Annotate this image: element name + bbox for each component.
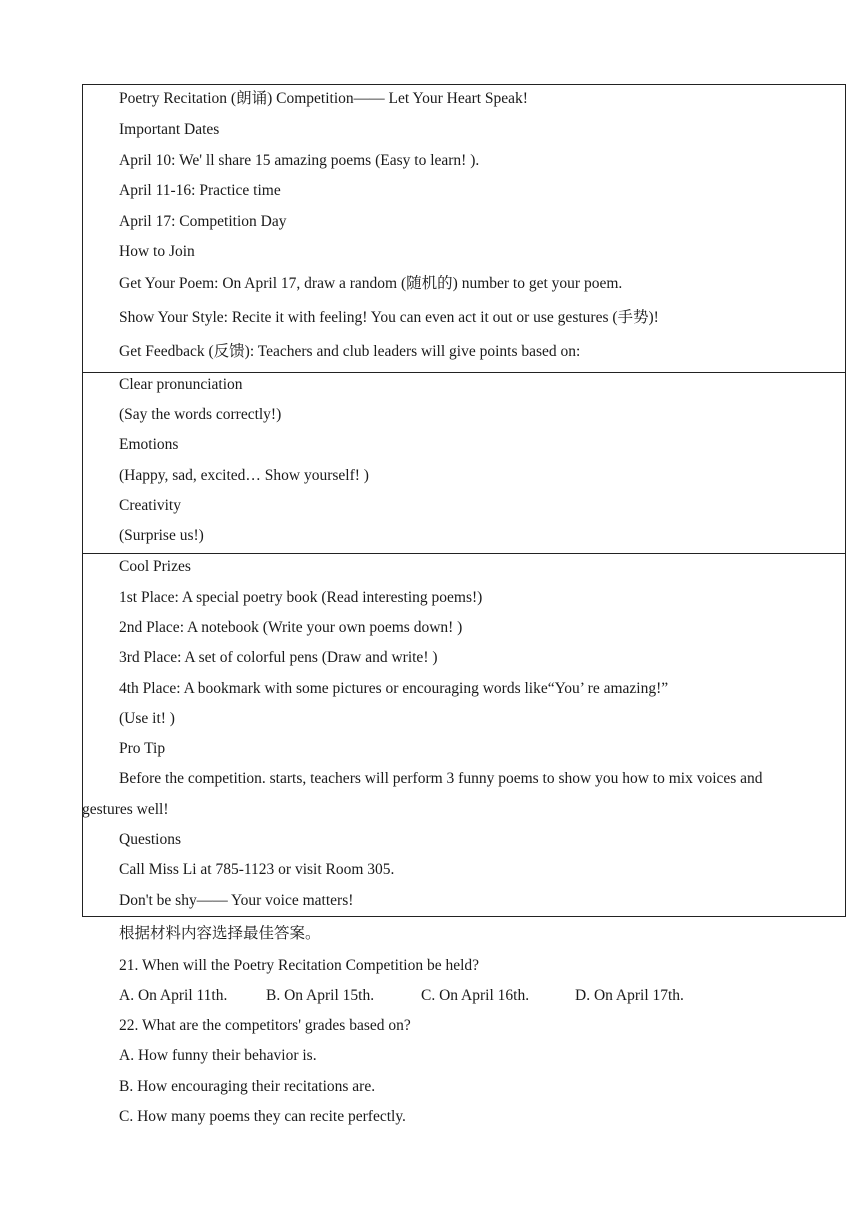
questions-heading: Questions — [119, 831, 181, 848]
notice-title: Poetry Recitation (朗诵) Competition—— Let Your Heart Speak! — [119, 90, 528, 107]
q22-option-b: B. How encouraging their recitations are. — [119, 1078, 376, 1095]
prize-4-note: (Use it! ) — [119, 710, 175, 727]
prize-1: 1st Place: A special poetry book (Read interesting poems!) — [119, 589, 483, 606]
date-item-1: April 10: We' ll share 15 amazing poems (Easy to learn! ). — [119, 152, 480, 169]
prize-4: 4th Place: A bookmark with some pictures or encouraging words like“You’ re amazing!” — [119, 680, 669, 697]
q21-option-b: B. On April 15th. — [266, 987, 375, 1004]
join-heading: How to Join — [119, 243, 195, 260]
tip-line-2: gestures well! — [82, 801, 169, 818]
criterion-3-note: (Surprise us!) — [119, 527, 204, 544]
closing-line: Don't be shy—— Your voice matters! — [119, 892, 354, 909]
join-step-3: Get Feedback (反馈): Teachers and club leaders will give points based on: — [119, 343, 581, 360]
criterion-1: Clear pronunciation — [119, 376, 243, 393]
join-step-1: Get Your Poem: On April 17, draw a random (随机的) number to get your poem. — [119, 275, 623, 292]
join-step-2: Show Your Style: Recite it with feeling! You can even act it out or use gestures (手势)! — [119, 309, 659, 326]
q22-option-a: A. How funny their behavior is. — [119, 1047, 317, 1064]
question-instruction: 根据材料内容选择最佳答案。 — [119, 925, 321, 942]
dates-heading: Important Dates — [119, 121, 220, 138]
tip-line-1: Before the competition. starts, teachers will perform 3 funny poems to show you how to mix voices and — [119, 770, 763, 787]
date-item-2: April 11-16: Practice time — [119, 182, 281, 199]
question-22: 22. What are the competitors' grades based on? — [119, 1017, 411, 1034]
contact-info: Call Miss Li at 785-1123 or visit Room 305. — [119, 861, 395, 878]
prizes-heading: Cool Prizes — [119, 558, 191, 575]
q21-option-a: A. On April 11th. — [119, 987, 228, 1004]
q21-option-d: D. On April 17th. — [575, 987, 684, 1004]
criterion-1-note: (Say the words correctly!) — [119, 406, 282, 423]
q21-option-c: C. On April 16th. — [421, 987, 530, 1004]
criterion-3: Creativity — [119, 497, 181, 514]
criterion-2-note: (Happy, sad, excited… Show yourself! ) — [119, 467, 369, 484]
tip-heading: Pro Tip — [119, 740, 166, 757]
date-item-3: April 17: Competition Day — [119, 213, 287, 230]
criterion-2: Emotions — [119, 436, 179, 453]
question-21: 21. When will the Poetry Recitation Competition be held? — [119, 957, 480, 974]
q22-option-c: C. How many poems they can recite perfectly. — [119, 1108, 406, 1125]
prize-2: 2nd Place: A notebook (Write your own poems down! ) — [119, 619, 463, 636]
prize-3: 3rd Place: A set of colorful pens (Draw and write! ) — [119, 649, 438, 666]
